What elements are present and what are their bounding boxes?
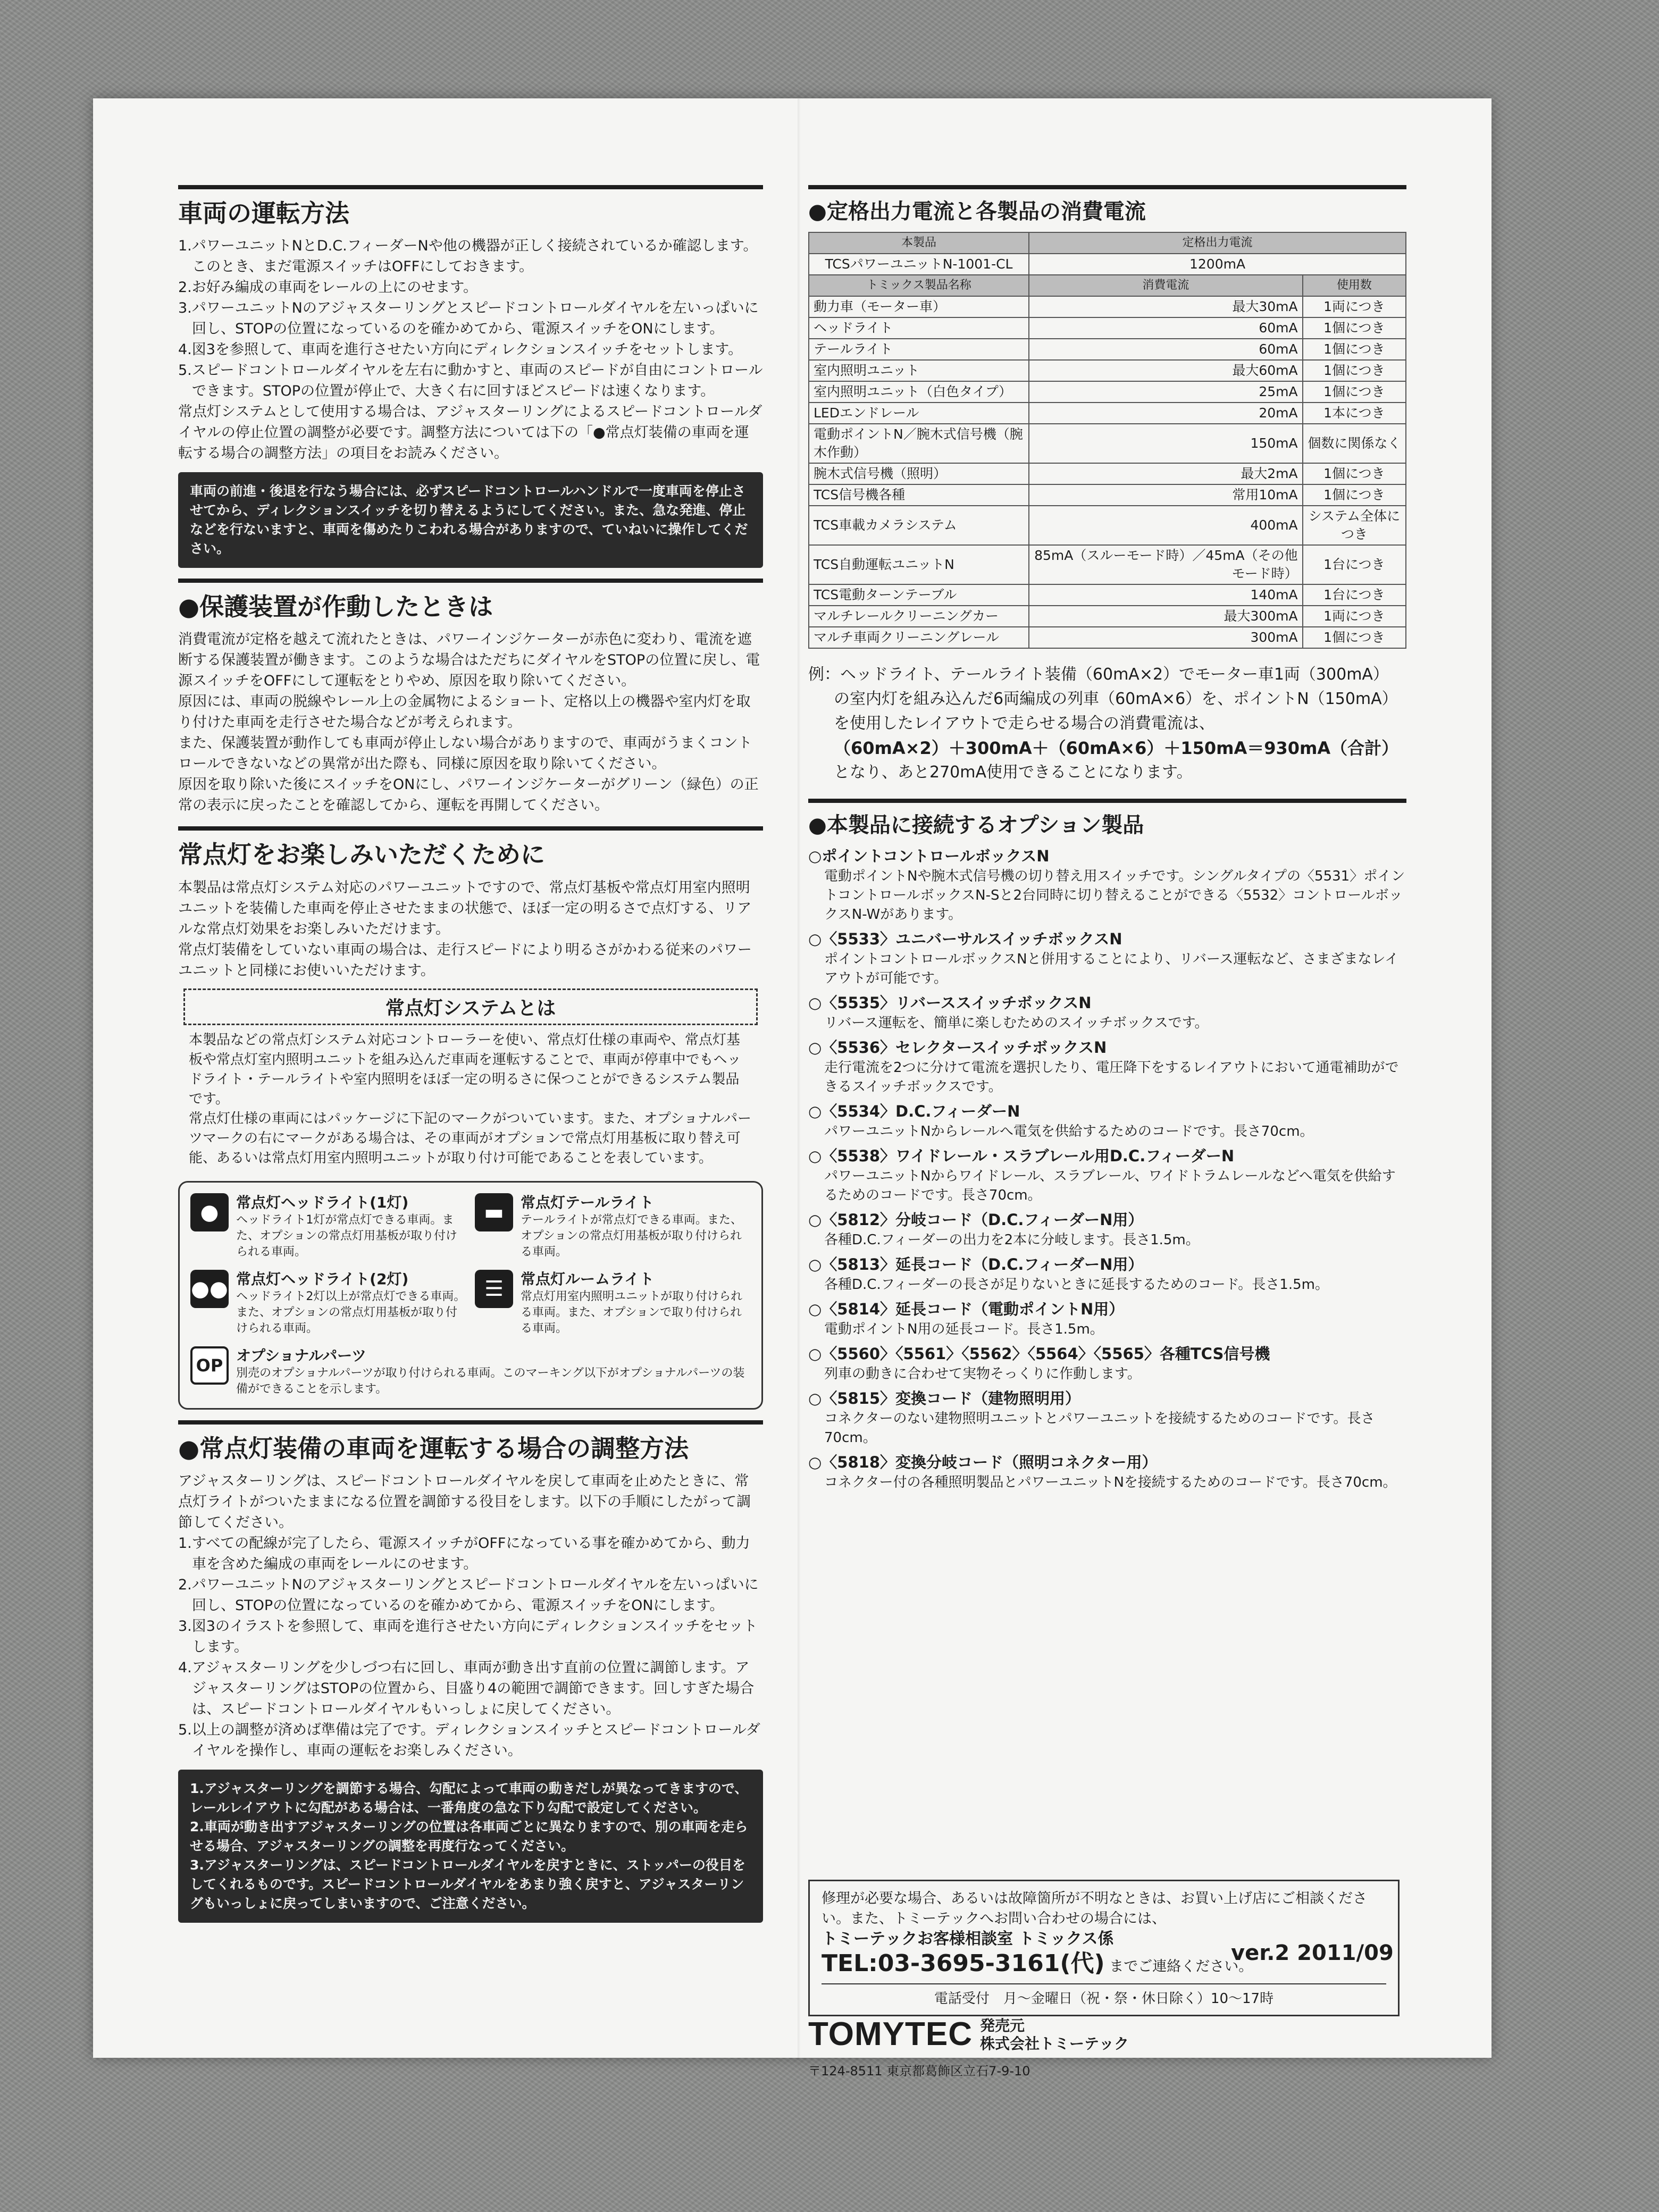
option-name: ○〈5533〉ユニバーサルスイッチボックスN — [808, 930, 1122, 948]
operation-step: 4.図3を参照して、車両を進行させたい方向にディレクションスイッチをセットします。 — [178, 341, 743, 358]
adjust-step: 4.アジャスターリングを少しづつ右に回し、車両が動き出す直前の位置に調節します。アジャスターリングはSTOPの位置から、目盛り4の範囲で調節できます。回しすぎた場合は、スピードコントロールダイヤルもいっしょに戻してください。 — [178, 1659, 755, 1717]
option-desc: 各種D.C.フィーダーの出力を2本に分岐します。長さ1.5m。 — [824, 1232, 1200, 1248]
table-row — [809, 627, 1406, 648]
table-cell: 最大300mA — [1029, 606, 1303, 627]
mark-desc: 常点灯用室内照明ユニットが取り付けられる車両。また、オプションで取り付けられる車両。 — [521, 1289, 743, 1335]
table-header: 本製品 — [809, 232, 1029, 254]
mark-desc: ヘッドライト1灯が常点灯できる車両。また、オプションの常点灯用基板が取り付けられる車両。 — [236, 1213, 458, 1259]
instruction-sheet — [93, 98, 1492, 2079]
mark-headlight-2 — [190, 1270, 466, 1337]
option-item — [808, 1101, 1406, 1141]
table-row — [809, 296, 1406, 317]
option-desc: コネクターのない建物照明ユニットとパワーユニットを接続するためのコードです。長さ70cm。 — [824, 1411, 1375, 1446]
table-cell: 1両につき — [1303, 296, 1406, 317]
table-cell: TCS電動ターンテーブル — [809, 584, 1029, 606]
option-desc: リバース運転を、簡単に楽しむためのスイッチボックスです。 — [824, 1015, 1209, 1031]
operation-steps — [178, 236, 763, 401]
option-item — [808, 1254, 1406, 1294]
table-cell: 60mA — [1029, 317, 1303, 339]
contact-phone: TEL:03-3695-3161(代) — [822, 1950, 1105, 1977]
option-name: ○〈5818〉変換分岐コード（照明コネクター用） — [808, 1453, 1158, 1471]
option-item — [808, 1298, 1406, 1339]
table-cell: 25mA — [1029, 381, 1303, 403]
table-row — [809, 317, 1406, 339]
room-light-icon: ☰ — [475, 1270, 513, 1308]
contact-dept: トミーテックお客様相談室 トミックス係 — [822, 1930, 1114, 1948]
option-name: ○〈5560〉〈5561〉〈5562〉〈5564〉〈5565〉各種TCS信号機 — [808, 1345, 1270, 1363]
table-header: 定格出力電流 — [1029, 232, 1406, 254]
section-rule — [178, 579, 763, 583]
table-cell: 腕木式信号機（照明） — [809, 463, 1029, 484]
contact-hours: 電話受付 月〜金曜日（祝・祭・休日除く）10〜17時 — [822, 1983, 1386, 2007]
mark-headlight-1 — [190, 1193, 466, 1260]
table-cell: 室内照明ユニット — [809, 360, 1029, 381]
adjust-steps — [178, 1533, 763, 1761]
table-cell: TCS車載カメラシステム — [809, 506, 1029, 545]
adjust-step: 2.パワーユニットNのアジャスターリングとスピードコントロールダイヤルを左いっぱいに回し、STOPの位置になっているのを確かめてから、電源スイッチをONにします。 — [178, 1576, 759, 1614]
table-cell: ヘッドライト — [809, 317, 1029, 339]
headlight-1-icon: ● — [190, 1193, 229, 1231]
table-row — [809, 584, 1406, 606]
marks-legend — [178, 1181, 763, 1410]
adjust-title: ●常点灯装備の車両を運転する場合の調整方法 — [178, 1434, 689, 1463]
table-cell: 最大2mA — [1029, 463, 1303, 484]
system-paragraph: 常点灯仕様の車両にはパッケージに下記のマークがついています。また、オプショナルパーツマークの右にマークがある場合は、その車両がオプションで常点灯用基板に取り替え可能、あるいは常点灯用室内照明ユニットが取り付け可能であることを表しています。 — [189, 1110, 751, 1166]
operation-step: 1.パワーユニットNとD.C.フィーダーNや他の機器が正しく接続されているか確認します。このとき、まだ電源スイッチはOFFにしておきます。 — [178, 238, 758, 275]
table-row — [809, 545, 1406, 584]
table-cell: 1台につき — [1303, 584, 1406, 606]
table-cell: 140mA — [1029, 584, 1303, 606]
table-cell: マルチレールクリーニングカー — [809, 606, 1029, 627]
option-desc: 列車の動きに合わせて実物そっくりに作動します。 — [824, 1366, 1141, 1382]
mark-title: 常点灯ヘッドライト(2灯) — [236, 1270, 409, 1288]
current-title: ●定格出力電流と各製品の消費電流 — [808, 199, 1146, 224]
option-desc: パワーユニットNからワイドレール、スラブレール、ワイドトラムレールなどへ電気を供給するためのコードです。長さ70cm。 — [824, 1168, 1396, 1203]
example-line: を使用したレイアウトで走らせる場合の消費電流は、 — [834, 714, 1215, 733]
option-name: ○〈5536〉セレクタースイッチボックスN — [808, 1038, 1107, 1057]
options-list — [808, 845, 1406, 1492]
table-header: 消費電流 — [1029, 275, 1303, 296]
table-cell: 常用10mA — [1029, 484, 1303, 506]
table-cell: 300mA — [1029, 627, 1303, 648]
operation-step: 5.スピードコントロールダイヤルを左右に動かすと、車両のスピードが自由にコントロールできます。STOPの位置が停止で、大きく右に回すほどスピードは速くなります。 — [178, 362, 763, 400]
adjust-paragraph: アジャスターリングは、スピードコントロールダイヤルを戻して車両を止めたときに、常点灯ライトがついたままになる位置を調節する役目をします。以下の手順にしたがって調節してください。 — [178, 1472, 751, 1531]
mark-title: 常点灯テールライト — [521, 1193, 654, 1211]
table-cell: 1個につき — [1303, 339, 1406, 360]
option-name: ○〈5814〉延長コード（電動ポイントN用） — [808, 1300, 1125, 1318]
table-cell: 1個につき — [1303, 381, 1406, 403]
operation-step: 2.お好み編成の車両をレールの上にのせます。 — [178, 279, 478, 296]
table-cell: 1個につき — [1303, 627, 1406, 648]
table-row — [809, 339, 1406, 360]
option-item — [808, 992, 1406, 1033]
option-desc: コネクター付の各種照明製品とパワーユニットNを接続するためのコードです。長さ70cm。 — [824, 1474, 1397, 1490]
adjust-note: 1.アジャスターリングを調節する場合、勾配によって車両の動きだしが異なってきますので、レールレイアウトに勾配がある場合は、一番角度の急な下り勾配で設定してください。 — [190, 1780, 748, 1815]
table-cell: マルチ車両クリーニングレール — [809, 627, 1029, 648]
distributor-label: 発売元 — [979, 2017, 1025, 2034]
table-cell: 20mA — [1029, 403, 1303, 424]
table-row — [809, 424, 1406, 463]
left-column — [178, 181, 763, 1933]
option-name: ○〈5812〉分岐コード（D.C.フィーダーN用） — [808, 1211, 1144, 1229]
system-body — [178, 1030, 763, 1168]
table-row — [809, 403, 1406, 424]
options-title: ●本製品に接続するオプション製品 — [808, 813, 1144, 837]
address: 〒124-8511 東京都葛飾区立石7-9-10 — [808, 2064, 1030, 2079]
adjust-note: 2.車両が動き出すアジャスターリングの位置は各車両ごとに異なりますので、別の車両を走らせる場合、アジャスターリングの調整を再度行なってください。 — [190, 1819, 748, 1854]
table-cell: TCSパワーユニットN-1001-CL — [809, 254, 1029, 275]
constant-light-paragraph: 常点灯装備をしていない車両の場合は、走行スピードにより明るさがかわる従来のパワーユニットと同様にお使いいただけます。 — [178, 941, 752, 979]
option-item — [808, 1037, 1406, 1096]
system-paragraph: 本製品などの常点灯システム対応コントローラーを使い、常点灯仕様の車両や、常点灯基板や常点灯室内照明ユニットを組み込んだ車両を運転することで、車両が停車中でもヘッドライト・テールライトや室内照明をほぼ一定の明るさに保つことができるシステム製品です。 — [189, 1032, 741, 1107]
operation-warning: 車両の前進・後退を行なう場合には、必ずスピードコントロールハンドルで一度車両を停止させてから、ディレクションスイッチを切り替えるようにしてください。また、急な発進、停止などを行ないますと、車両を傷めたりこわれる場合がありますので、ていねいに操作してください。 — [190, 483, 748, 557]
example-block — [808, 663, 1406, 785]
constant-light-title: 常点灯をお楽しみいただくために — [178, 840, 545, 869]
paper-fold — [798, 98, 801, 2058]
section-rule — [178, 185, 763, 189]
option-name: ○〈5538〉ワイドレール・スラブレール用D.C.フィーダーN — [808, 1147, 1235, 1165]
table-header: トミックス製品名称 — [809, 275, 1029, 296]
protection-paragraph: 原因を取り除いた後にスイッチをONにし、パワーインジケーターがグリーン（緑色）の正常の表示に戻ったことを確認してから、運転を再開してください。 — [178, 776, 759, 814]
mark-title: 常点灯ヘッドライト(1灯) — [236, 1193, 409, 1211]
table-cell: システム全体につき — [1303, 506, 1406, 545]
table-cell: 1個につき — [1303, 484, 1406, 506]
section-rule — [178, 1420, 763, 1425]
adjust-notes-box — [178, 1770, 763, 1923]
table-cell: TCS自動運転ユニットN — [809, 545, 1029, 584]
table-row — [809, 484, 1406, 506]
section-rule — [178, 826, 763, 831]
table-cell: 400mA — [1029, 506, 1303, 545]
table-cell: 最大60mA — [1029, 360, 1303, 381]
table-row — [809, 463, 1406, 484]
brand-block — [808, 2015, 1129, 2053]
adjust-step: 3.図3のイラストを参照して、車両を進行させたい方向にディレクションスイッチをセットします。 — [178, 1618, 758, 1655]
table-cell: 最大30mA — [1029, 296, 1303, 317]
option-desc: 走行電流を2つに分けて電流を選択したり、電圧降下をするレイアウトにおいて通電補助ができるスイッチボックスです。 — [824, 1060, 1399, 1095]
table-cell: 1200mA — [1029, 254, 1406, 275]
option-desc: 電動ポイントN用の延長コード。長さ1.5m。 — [824, 1321, 1104, 1337]
contact-text: 修理が必要な場合、あるいは故障箇所が不明なときは、お買い上げ店にご相談ください。また、トミーテックへお問い合わせの場合には、 — [822, 1890, 1367, 1927]
distributor-name: 株式会社トミーテック — [979, 2035, 1129, 2052]
protection-paragraph: また、保護装置が動作しても車両が停止しない場合がありますので、車両がうまくコントロールできないなどの異常が出た際も、同様に原因を取り除いてください。 — [178, 735, 752, 773]
table-cell: LEDエンドレール — [809, 403, 1029, 424]
option-item — [808, 1343, 1406, 1384]
constant-light-paragraph: 本製品は常点灯システム対応のパワーユニットですので、常点灯基板や常点灯用室内照明ユニットを装備した車両を停止させたままの状態で、ほぼ一定の明るさで点灯する、リアルな常点灯効果をお楽しみいただけます。 — [178, 879, 752, 937]
option-name: ○〈5535〉リバーススイッチボックスN — [808, 994, 1092, 1012]
mark-desc: テールライトが常点灯できる車両。また、オプションの常点灯用基板が取り付けられる車両。 — [521, 1213, 742, 1259]
option-desc: 電動ポイントNや腕木式信号機の切り替え用スイッチです。シングルタイプの〈5531〉ポイントコントロールボックスN-Sと2台同時に切り替えることができる〈5532〉コントロールボックスN-Wがあります。 — [824, 868, 1405, 923]
mark-desc: ヘッドライト2灯以上が常点灯できる車両。また、オプションの常点灯用基板が取り付けられる車両。 — [236, 1289, 466, 1335]
table-cell: 動力車（モーター車） — [809, 296, 1029, 317]
version-label: ver.2 2011/09 — [1231, 1941, 1394, 1965]
table-cell: 85mA（スルーモード時）／45mA（その他モード時） — [1029, 545, 1303, 584]
table-cell: 個数に関係なく — [1303, 424, 1406, 463]
operation-paragraph: 常点灯システムとして使用する場合は、アジャスターリングによるスピードコントロールダイヤルの停止位置の調整が必要です。調整方法については下の「●常点灯装備の車両を運転する場合の調整方法」の項目をお読みください。 — [178, 404, 763, 462]
optional-parts-icon: OP — [190, 1346, 229, 1385]
example-line: 例：ヘッドライト、テールライト装備（60mA×2）でモーター車1両（300mA） — [808, 665, 1389, 684]
operation-step: 3.パワーユニットNのアジャスターリングとスピードコントロールダイヤルを左いっぱいに回し、STOPの位置になっているのを確かめてから、電源スイッチをONにします。 — [178, 300, 759, 338]
operation-title: 車両の運転方法 — [178, 199, 349, 228]
table-row — [809, 381, 1406, 403]
table-cell: 60mA — [1029, 339, 1303, 360]
example-formula: （60mA×2）＋300mA＋（60mA×6）＋150mA＝930mA（合計） — [834, 738, 1399, 758]
option-item — [808, 1145, 1406, 1205]
table-cell: TCS信号機各種 — [809, 484, 1029, 506]
example-line: の室内灯を組み込んだ6両編成の列車（60mA×6）を、ポイントN（150mA） — [834, 690, 1398, 708]
mark-title: オプショナルパーツ — [236, 1346, 367, 1364]
contact-phone-suffix: までご連絡ください。 — [1109, 1958, 1253, 1975]
adjust-note: 3.アジャスターリングは、スピードコントロールダイヤルを戻すときに、ストッパーの役目をしてくれるものです。スピードコントロールダイヤルをあまり強く戻すと、アジャスターリングもいっしょに戻ってしまいますので、ご注意ください。 — [190, 1857, 745, 1911]
option-desc: ポイントコントロールボックスNと併用することにより、リバース運転など、さまざまなレイアウトが可能です。 — [824, 951, 1399, 986]
table-cell: 1個につき — [1303, 317, 1406, 339]
protection-title: ●保護装置が作動したときは — [178, 592, 493, 622]
option-name: ○ポイントコントロールボックスN — [808, 847, 1050, 865]
table-cell: 1両につき — [1303, 606, 1406, 627]
table-cell: テールライト — [809, 339, 1029, 360]
mark-taillight — [475, 1193, 751, 1260]
option-desc: 各種D.C.フィーダーの長さが足りないときに延長するためのコード。長さ1.5m。 — [824, 1277, 1329, 1293]
table-cell: 1個につき — [1303, 463, 1406, 484]
option-item — [808, 845, 1406, 924]
section-rule — [808, 185, 1406, 189]
mark-room-light — [475, 1270, 751, 1337]
current-table — [808, 232, 1406, 649]
table-header: 使用数 — [1303, 275, 1406, 296]
mark-title: 常点灯ルームライト — [521, 1270, 655, 1288]
adjust-step: 5.以上の調整が済めば準備は完了です。ディレクションスイッチとスピードコントロールダイヤルを操作し、車両の運転をお楽しみください。 — [178, 1721, 760, 1759]
option-desc: パワーユニットNからレールへ電気を供給するためのコードです。長さ70cm。 — [824, 1124, 1314, 1139]
operation-warning-box — [178, 472, 763, 568]
table-cell: 150mA — [1029, 424, 1303, 463]
table-cell: 1台につき — [1303, 545, 1406, 584]
table-cell: 電動ポイントN／腕木式信号機（腕木作動） — [809, 424, 1029, 463]
headlight-2-icon: ●● — [190, 1270, 229, 1308]
option-name: ○〈5813〉延長コード（D.C.フィーダーN用） — [808, 1255, 1144, 1273]
table-cell: 室内照明ユニット（白色タイプ） — [809, 381, 1029, 403]
table-row — [809, 506, 1406, 545]
option-item — [808, 1209, 1406, 1250]
option-item — [808, 1388, 1406, 1447]
option-name: ○〈5815〉変換コード（建物照明用） — [808, 1389, 1081, 1407]
taillight-icon: ▬ — [475, 1193, 513, 1231]
option-name: ○〈5534〉D.C.フィーダーN — [808, 1102, 1020, 1120]
table-cell: 1個につき — [1303, 360, 1406, 381]
mark-desc: 別売のオプショナルパーツが取り付けられる車両。このマーキング以下がオプショナルパーツの装備ができることを示します。 — [236, 1366, 745, 1396]
mark-optional — [190, 1346, 751, 1397]
option-item — [808, 1452, 1406, 1492]
protection-paragraph: 原因には、車両の脱線やレール上の金属物によるショート、定格以上の機器や室内灯を取り付けた車両を走行させた場合などが考えられます。 — [178, 693, 751, 731]
tomytec-logo: TOMYTEC — [808, 2016, 973, 2052]
current-rows — [809, 296, 1406, 648]
protection-paragraph: 消費電流が定格を越えて流れたときは、パワーインジケーターが赤色に変わり、電流を遮断する保護装置が働きます。このような場合はただちにダイヤルをSTOPの位置に戻し、電源スイッチをOFFにして運転をとりやめ、原因を取り除いてください。 — [178, 631, 760, 690]
system-title: 常点灯システムとは — [183, 988, 758, 1025]
table-row — [809, 360, 1406, 381]
table-cell: 1本につき — [1303, 403, 1406, 424]
adjust-step: 1.すべての配線が完了したら、電源スイッチがOFFになっている事を確かめてから、動力車を含めた編成の車両をレールにのせます。 — [178, 1535, 750, 1572]
table-row — [809, 606, 1406, 627]
option-item — [808, 928, 1406, 988]
section-rule — [808, 799, 1406, 803]
example-line: となり、あと270mA使用できることになります。 — [834, 763, 1193, 782]
